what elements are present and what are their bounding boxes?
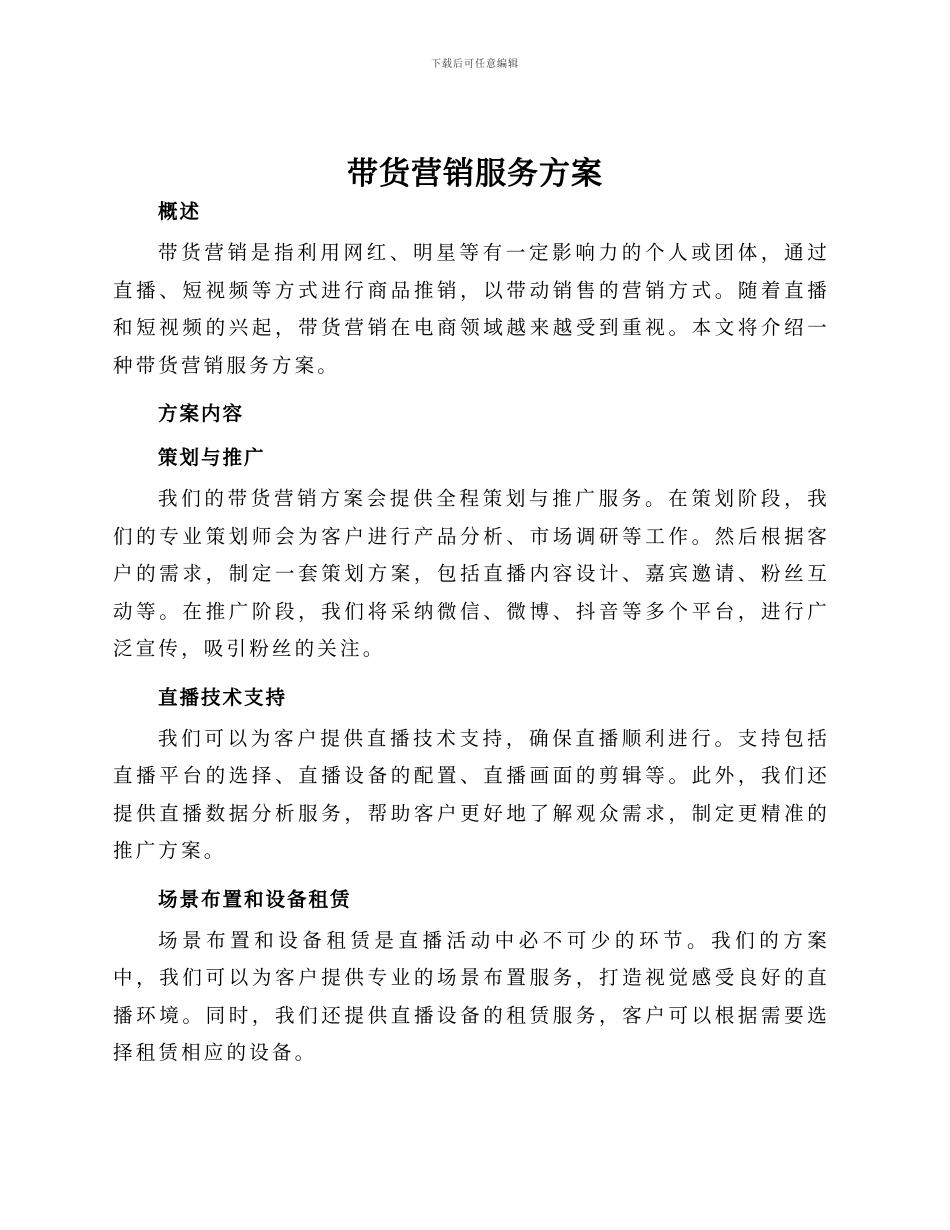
section-heading-plan-content: 方案内容 [158,402,245,425]
section-paragraph-livestream-tech: 我们可以为客户提供直播技术支持，确保直播顺利进行。支持包括直播平台的选择、直播设备的配置、直播画面的剪辑等。此外，我们还提供直播数据分析服务，帮助客户更好地了解观众需求，制定更精准的推广方案。 [113,726,830,862]
section-paragraph-planning-promotion: 我们的带货营销方案会提供全程策划与推广服务。在策划阶段，我们的专业策划师会为客户进行产品分析、市场调研等工作。然后根据客户的需求，制定一套策划方案，包括直播内容设计、嘉宾邀请、粉丝互动等。在推广阶段，我们将采纳微信、微博、抖音等多个平台，进行广泛宣传，吸引粉丝的关注。 [113,487,830,660]
section-heading-overview: 概述 [158,200,202,223]
document-body [113,190,830,1080]
section-paragraph-overview: 带货营销是指利用网红、明星等有一定影响力的个人或团体，通过直播、短视频等方式进行商品推销，以带动销售的营销方式。随着直播和短视频的兴起，带货营销在电商领域越来越受到重视。本文将介绍一种带货营销服务方案。 [113,241,830,377]
section-paragraph-scene-equipment: 场景布置和设备租赁是直播活动中必不可少的环节。我们的方案中，我们可以为客户提供专业的场景布置服务，打造视觉感受良好的直播环境。同时，我们还提供直播设备的租赁服务，客户可以根据需要选择租赁相应的设备。 [113,928,830,1064]
section-heading-planning-promotion: 策划与推广 [158,446,266,469]
section-heading-livestream-tech: 直播技术支持 [158,685,288,709]
header-note: 下载后可任意编辑 [431,59,519,70]
document-title: 带货营销服务方案 [347,156,603,192]
section-heading-scene-equipment: 场景布置和设备租赁 [158,887,352,911]
